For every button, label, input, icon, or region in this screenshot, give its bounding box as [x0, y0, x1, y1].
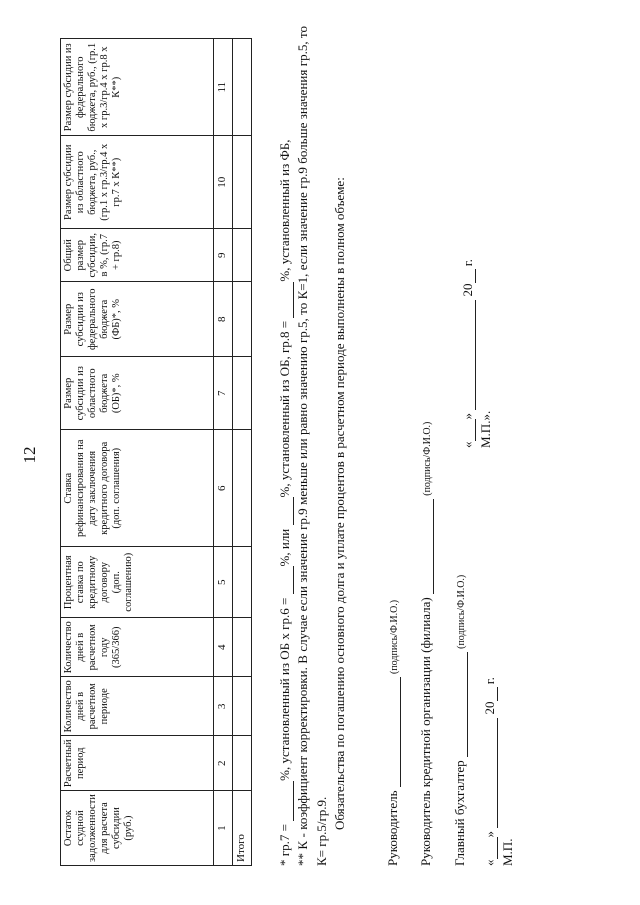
- stamp-right: М.П.».: [478, 410, 493, 448]
- header-cell: Размер субсидии из федерального бюджета, руб., (гр.1 х гр.3/гр.4 х гр.8 х К**): [61, 39, 214, 136]
- header-cell: Процентная ставка по кредитному договору (доп. соглашению): [61, 547, 214, 618]
- bank-signature: Руководитель кредитной организации (филиала) (подпись/Ф.И.О.): [418, 421, 433, 866]
- header-cell: Количество дней в расчетном периоде: [61, 677, 214, 736]
- total-cell: [233, 430, 252, 547]
- subsidy-table: [60, 38, 252, 866]
- index-cell: 9: [214, 229, 233, 282]
- header-cell: Общий размер субсидии, в %, (гр.7 + гр.8): [61, 229, 214, 282]
- footnote-1: * гр.7 = %, установленный из ОБ х гр.6 = %, или %, установленный из ОБ, гр.8 = %, установленный из ФБ,: [276, 26, 294, 866]
- footnote-2: ** К - коэффициент корректировки. В случае если значение гр.9 меньше или равно значению гр.5, то К=1, если значение гр.9 больше значения гр.5, то К= гр.5/гр.9.: [295, 26, 329, 866]
- index-cell: 10: [214, 136, 233, 229]
- index-cell: 3: [214, 677, 233, 736]
- header-cell: Размер субсидии из областного бюджета (ОБ)*, %: [61, 357, 214, 430]
- head-signature: Руководитель (подпись/Ф.И.О.): [385, 599, 400, 866]
- table-total-row: [233, 39, 252, 866]
- table-header-row: [61, 39, 214, 866]
- page-number: 12: [20, 446, 39, 464]
- rotated-content: [20, 20, 620, 880]
- footnotes: [276, 26, 350, 866]
- signature-line: [433, 499, 434, 594]
- total-cell: [233, 736, 252, 791]
- total-cell: [233, 229, 252, 282]
- index-cell: 11: [214, 39, 233, 136]
- date-left: «» 20 г.: [482, 677, 497, 866]
- index-cell: 7: [214, 357, 233, 430]
- index-cell: 2: [214, 736, 233, 791]
- total-cell: [233, 282, 252, 357]
- index-cell: 4: [214, 618, 233, 677]
- total-cell: [233, 136, 252, 229]
- total-cell: [233, 39, 252, 136]
- index-cell: 1: [214, 791, 233, 866]
- obligations-note: Обязательства по погашению основного долга и уплате процентов в расчетном периоде выполнены в полном объеме:: [332, 177, 348, 830]
- total-cell: [233, 547, 252, 618]
- header-cell: Ставка рефинансирования на дату заключения кредитного договора (доп. соглашения): [61, 430, 214, 547]
- header-cell: Остаток ссудной задолженности для расчета субсидии (руб.): [61, 791, 214, 866]
- signature-line: [467, 652, 468, 757]
- header-cell: Размер субсидии из областного бюджета, руб., (гр.1 х гр.3/гр.4 х гр.7 х К**): [61, 136, 214, 229]
- accountant-signature: Главный бухгалтер (подпись/Ф.И.О.): [452, 574, 467, 866]
- header-cell: Количество дней в расчетном году (365/366): [61, 618, 214, 677]
- index-cell: 6: [214, 430, 233, 547]
- table-index-row: [214, 39, 233, 866]
- header-cell: Размер субсидии из федерального бюджета (ФБ)*, %: [61, 282, 214, 357]
- total-cell: [233, 677, 252, 736]
- total-cell: [233, 357, 252, 430]
- total-cell: [233, 618, 252, 677]
- signature-line: [400, 677, 401, 787]
- index-cell: 8: [214, 282, 233, 357]
- stamp-left: М.П.: [500, 838, 515, 866]
- header-cell: Расчетный период: [61, 736, 214, 791]
- date-right: «» 20 г.: [460, 259, 475, 448]
- total-label: Итого: [233, 791, 252, 866]
- index-cell: 5: [214, 547, 233, 618]
